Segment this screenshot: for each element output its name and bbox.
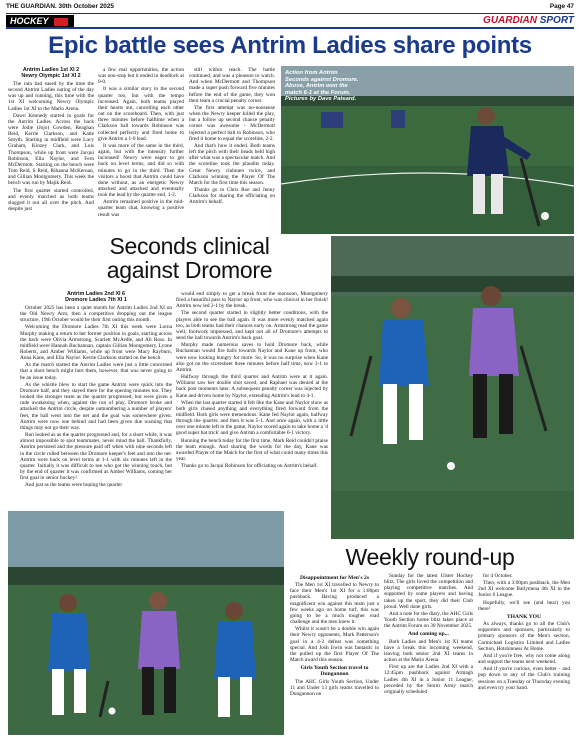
paragraph: It was a similar story in the second quarter too, but with the tempo increased. Again, both teams played their hearts out, cancelling each other out on the scoreboard. Then, with just three minutes before halftime when a Clarkson ball towards Robinson was collected perfectly and fired home to give Antrim a 1-0 lead. xyxy=(98,86,184,142)
paragraph: Dawn Kennedy started in goals for the Antrim Ladies. Across the back were Jodie (Jojo) Cowden, Reaghan Reid, Kerrie Clarkson, and Katie Smyth. Starting in midfield were Lucy Graham, Kinzey Clark, and Lois Thompson, while up front were Jacqui Robinson, Ella Naylor, and Fern McDermott. Starting on the bench were Tom Reid, S Reid, Rihanna McKernan, and Gillian Montgomery. This week the bench was run by Majik Reid. xyxy=(8,112,94,187)
paragraph: As the whistle blew to start the game Antrim were quick into the Dromore half, and they stayed there for the opening minutes too. They looked the stronger team as the quarter progressed, but were given a rude awakening when, against the run of play, Dromore broke and attacked the Antrim circle, despite outnumbering a number of players' feet, the ball went into the net and the goal was somewhere given. Antrim were now one behind and had been given due warning that things may not go their way. xyxy=(20,381,172,431)
paragraph: The first attempt was no-nonsense when the Newry keeper killed the play, but a follow up second chance penalty corner was awesome - McDermott injected a perfect ball to Robinson, who fired it home to equal the scoreline, 2-2. xyxy=(189,104,275,142)
paragraph: for 4 October. xyxy=(483,573,513,579)
story1-score-line: Antrim Ladies 1st XI 2 Newry Olympic 1st XI 2 xyxy=(21,67,81,80)
paragraph: Then, with a 3:00pm pushback, the Men 2nd XI welcome Ballymena 4th XI in the Junior 6 League. xyxy=(478,580,570,599)
paragraph: The first quarter started controlled, and evenly matched as both teams slugged it out all over the pitch. And despite just xyxy=(8,187,94,213)
paragraph: Running the bench today for the first time, Mark Reid couldn't praise the team enough. And sharing the words for the day, Kane was awarded Player of the Match for the first of what could many times this year. xyxy=(176,437,328,463)
paragraph: When the last quarter started it felt like the Kane and Naylor show as both girls chased anything and everything fired forward from the midfield. Both girls were tremendous. Kane fed Naylor again, halfway through the quarter, and then it was 5-1. And once again, with a little over one minute left in the game, Naylor scored again to take home a 'd good super hat trick' and give Antrim a comfortable 6-1 victory. xyxy=(176,399,328,437)
paragraph: Both Ladies and Men's 1st XI teams have a break this incoming weekend, leaving both senior 2nd XI teams in action at the Marlo Arena. xyxy=(384,638,473,664)
hockey-photo-right xyxy=(331,236,574,539)
paragraph: Run looked as as the quarter progressed and, for a short while, it was almost impossible to spot teammates, never mind the ball. Thankfully, Antrim persisted and the pressure paid off when with nine seconds left in the circle rolled between the Dromore keeper's feet and into the net. Antrim were back on level terms at 1-1 with six minutes left in the quarter. Initially it was difficult to see who got the winning touch, but by the end of quarter it was confirmed as Amber Williams, coming her first goal in senior hockey! xyxy=(20,432,172,482)
paragraph: a few real opportunities, the action was non-stop but it ended in deadlock at 0-0. xyxy=(98,67,184,86)
paragraph: Whilst it wasn't be a double win again their Newry opponents, Mark Patterson's goal in a 4-2 defeat was something special. And Josh Irwin was fantastic in the pulled up the first Player Of The Match award this season. xyxy=(290,626,379,664)
paragraph: October 2025 has been a quiet month for Antrim Ladies 2nd XI on the Old Newry Arm, then a competitive dropping out the league structure, 19th October would be their first outing this month. xyxy=(20,304,172,324)
story3-column-3 xyxy=(478,573,570,735)
story2-column-1 xyxy=(20,291,172,507)
paragraph: And a note for the diary, the AHC Girls Youth Section home blitz takes place at the Antrim Forum on 30 November 2025. xyxy=(384,610,473,630)
section-tag-accent xyxy=(54,18,68,26)
paragraph: It was more of the same in the third, again, but with the intensity further increased! Newry were eager to get back on level terms, and did so with minutes to go in the third. Then the visitors a boost that Antrim could have done without, as an energetic Newry attacked and attacked and eventually took the lead by the quarter end, 1-2. xyxy=(98,142,184,199)
story2-score-line: Antrim Ladies 2nd XI 6 Dromore Ladies 7th XI 1 xyxy=(65,291,127,304)
story3-subhead-3: And coming up... xyxy=(408,631,449,638)
top-rule xyxy=(6,13,574,14)
story3-subhead-1: Disappointment for Men's 2s xyxy=(299,575,370,581)
paragraph: First up are the Ladies 2nd XI with a 12:45pm pushback against Armagh Ladies 4th XI in a Junior 11 League, preceded by the Storm Army match originally scheduled xyxy=(384,664,473,695)
photo-caption: Action from Antrim Seconds against Dromore. Above, Antrim won the match 6-1 at the Forum. Pictures by Dave Pateard. xyxy=(285,70,359,103)
story1-column-1 xyxy=(8,67,94,229)
paragraph: Sunday for the latest Ulster Hockey blitz. The girls loved the competition and playing competitive matches. And supported by some players and having taken up the sport, they did their Club proud. Well done girls. xyxy=(384,573,473,610)
paragraph: And just as the teams were hoping the quarter xyxy=(25,482,123,489)
paragraph: The second quarter started in slightly better conditions, with the players able to see the ball again. It was more evenly matched again too, as both teams had their chances early on. Armstrong read the game well, footwork impressed, and kept out all of Dromore's attempts to send the ball towards Antrim's back goal. xyxy=(176,310,328,342)
page-number: Page 47 xyxy=(549,3,574,10)
story3-headline: Weekly round-up xyxy=(345,544,515,570)
paragraph: Welcoming the Dromore Ladies 7th XI this week were Lorna Murphy making a return to her former position in goals, starting across the back were Olivia Armstrong, Scarlett McArdle, and Ali Ross. In midfield were Hannah Buchannan, captain Gillian Montgomery, Lynne Roberts, and Amber Williams, while up front were Macy Rayburn, Anna Kane, and Ella Naylor. Kerrie Clarkson started on the bench. xyxy=(20,324,172,362)
paragraph: The AHC Girls Youth Section, Under 11 and Under 13 girls teams travelled to Dungannon on xyxy=(290,678,379,697)
hockey-photo-bottom xyxy=(8,511,284,735)
page-folio xyxy=(6,3,574,13)
story2-headline: Seconds clinical against Dromore xyxy=(106,233,273,283)
paragraph: Thanks go to Jacqui Robinson for officiating on Antrim's behalf. xyxy=(181,463,318,470)
paragraph: Hopefully, we'll see (and hear) you there! xyxy=(478,599,570,612)
brand-logo: GUARDIAN SPORT xyxy=(483,15,574,26)
paragraph: As the match started the Antrim Ladies were just a little concerned that a short bench might hurt them, however, that was never going to be an issue today. xyxy=(20,362,172,381)
paragraph: And if you're free, why not come along and support the teams next weekend. xyxy=(478,652,570,666)
paragraph: The Men 1st XI travelled to Newry to face their Men's 1st XI for a 1:00pm pushback. Having produced a magnificent win against this team just a few weeks ago on home turf, this was going to be a much tougher road challenge and the men knew it. xyxy=(290,582,379,626)
paragraph: The rain had eased by the time the second Antrim Ladies outing of the day was up and running, this time with the 1st XI welcoming Newry Olympic Ladies 1st XI to the Marlo Arena. xyxy=(8,80,94,112)
paragraph: Halfway through the third quarter and Antrim were at it again. Williams saw her double shot saved, and Raphael was denied at the back post moments later. A subsequent penalty corner was injected by Kane and driven home by Naylor, extending Antrim's lead to 4-1. xyxy=(176,374,328,399)
paragraph: And if you're curious, even better - and pop down to any of the Club's training sessions on a Tuesday or Thursday evening and even try your hand. xyxy=(478,666,570,691)
paragraph: And that's how it ended. Both teams left the pitch with their heads held high after what was a spectacular match. And the scoreline took the plaudits today. Great Newry clubmen twice, and Clarkson winning the Player Of The Match for the first time this season. xyxy=(189,142,275,186)
story2-column-2 xyxy=(176,291,328,534)
publication-date: THE GUARDIAN. 30th October 2025 xyxy=(6,3,114,10)
paragraph: Antrim remained positive in the mid-quarter team chat, knowing a positive result was xyxy=(98,199,184,218)
hockey-photo-top xyxy=(281,66,574,234)
story3-column-2 xyxy=(384,573,473,735)
section-tag: HOCKEY xyxy=(6,15,74,27)
story1-column-3 xyxy=(189,67,275,229)
paragraph: Murphy made numerous saves to hold Dromore back, while Buchannan would fire balls towards Naylor and Kane up front, who were now looking hungry for more. So, it was no surprise when Kane also got on the scoresheet three minutes before half time, now 3-1 to Antrim. xyxy=(176,342,328,373)
section-bar xyxy=(6,15,574,29)
paragraph: Thanks go to Chris Roe and Jenny Clarkson for sharing the officiating on Antrim's behalf. xyxy=(189,186,275,206)
story1-column-2 xyxy=(98,67,184,229)
main-headline: Epic battle sees Antrim Ladies share points xyxy=(48,32,532,59)
paragraph: would end simply to get a break from the monsoon, Montgomery fired a beautiful pass to Naylor up front, who was clinical in her finish! Antrim now led 2-1 by the break. xyxy=(176,291,328,310)
story3-subhead-2: Girls Youth Section travel to Dungannon xyxy=(300,665,369,678)
paragraph: still within reach. The battle continued, and was a pleasure to watch. And when McDermott and Thompson made a super push forward five minutes before the end of the game, they won their team a crucial penalty corner. xyxy=(189,67,275,104)
story3-column-1 xyxy=(290,573,379,735)
story3-subhead-4: THANK YOU xyxy=(506,613,542,620)
paragraph: As always, thanks go to all the Club's supporters and sponsors, particularly to primary sponsors of the Men's section, Carmichael Logistics Limited and Ladies Section, Hotshinness At Home. xyxy=(478,621,570,652)
